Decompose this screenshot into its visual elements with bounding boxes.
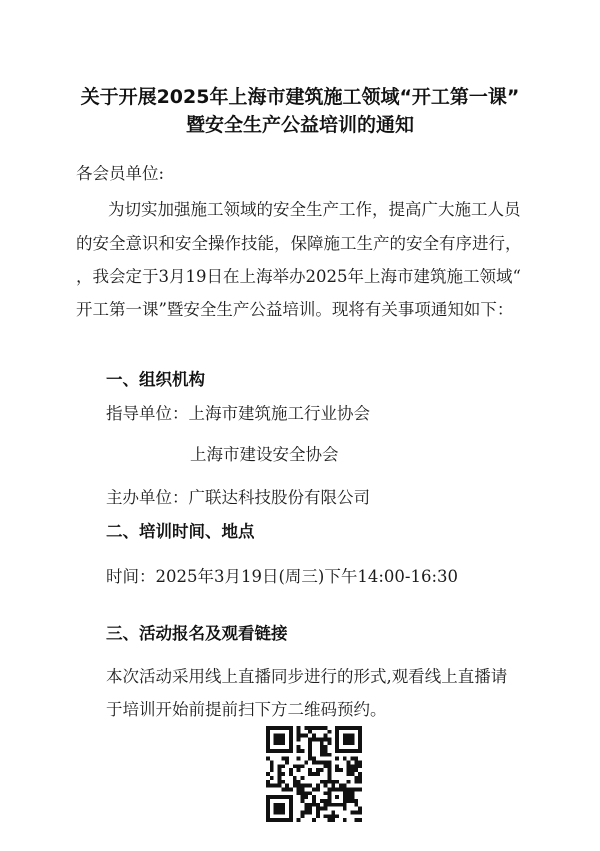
intro-line-4: 开工第一课”暨安全生产公益培训。现将有关事项通知如下： <box>76 300 514 319</box>
notice-title-line-2: 暨安全生产公益培训的通知 <box>185 114 414 136</box>
intro-line-1: 为切实加强施工领域的安全生产工作，提高广大施工人员 <box>108 200 521 219</box>
host-unit: 主办单位：广联达科技股份有限公司 <box>106 488 370 507</box>
salutation: 各会员单位: <box>76 164 165 183</box>
guide-unit-line-1: 指导单位：上海市建筑施工行业协会 <box>106 404 370 423</box>
training-time: 时间：2025年3月19日(周三)下午14:00-16:30 <box>106 567 459 586</box>
section-3-body-line-2: 于培训开始前提前扫下方二维码预约。 <box>106 700 387 719</box>
section-3-body-line-1: 本次活动采用线上直播同步进行的形式,观看线上直播请 <box>106 667 508 686</box>
intro-line-2: 的安全意识和安全操作技能，保障施工生产的安全有序进行， <box>76 234 522 253</box>
guide-unit-line-2: 上海市建设安全协会 <box>190 445 339 464</box>
section-2-heading: 二、培训时间、地点 <box>106 522 255 541</box>
qr-code-icon[interactable] <box>266 726 362 822</box>
section-3-heading: 三、活动报名及观看链接 <box>106 624 288 643</box>
intro-line-3: ，我会定于3月19日在上海举办2025年上海市建筑施工领域“ <box>76 267 521 286</box>
section-1-heading: 一、组织机构 <box>106 370 205 389</box>
notice-title-line-1: 关于开展2025年上海市建筑施工领域“开工第一课” <box>80 86 520 108</box>
